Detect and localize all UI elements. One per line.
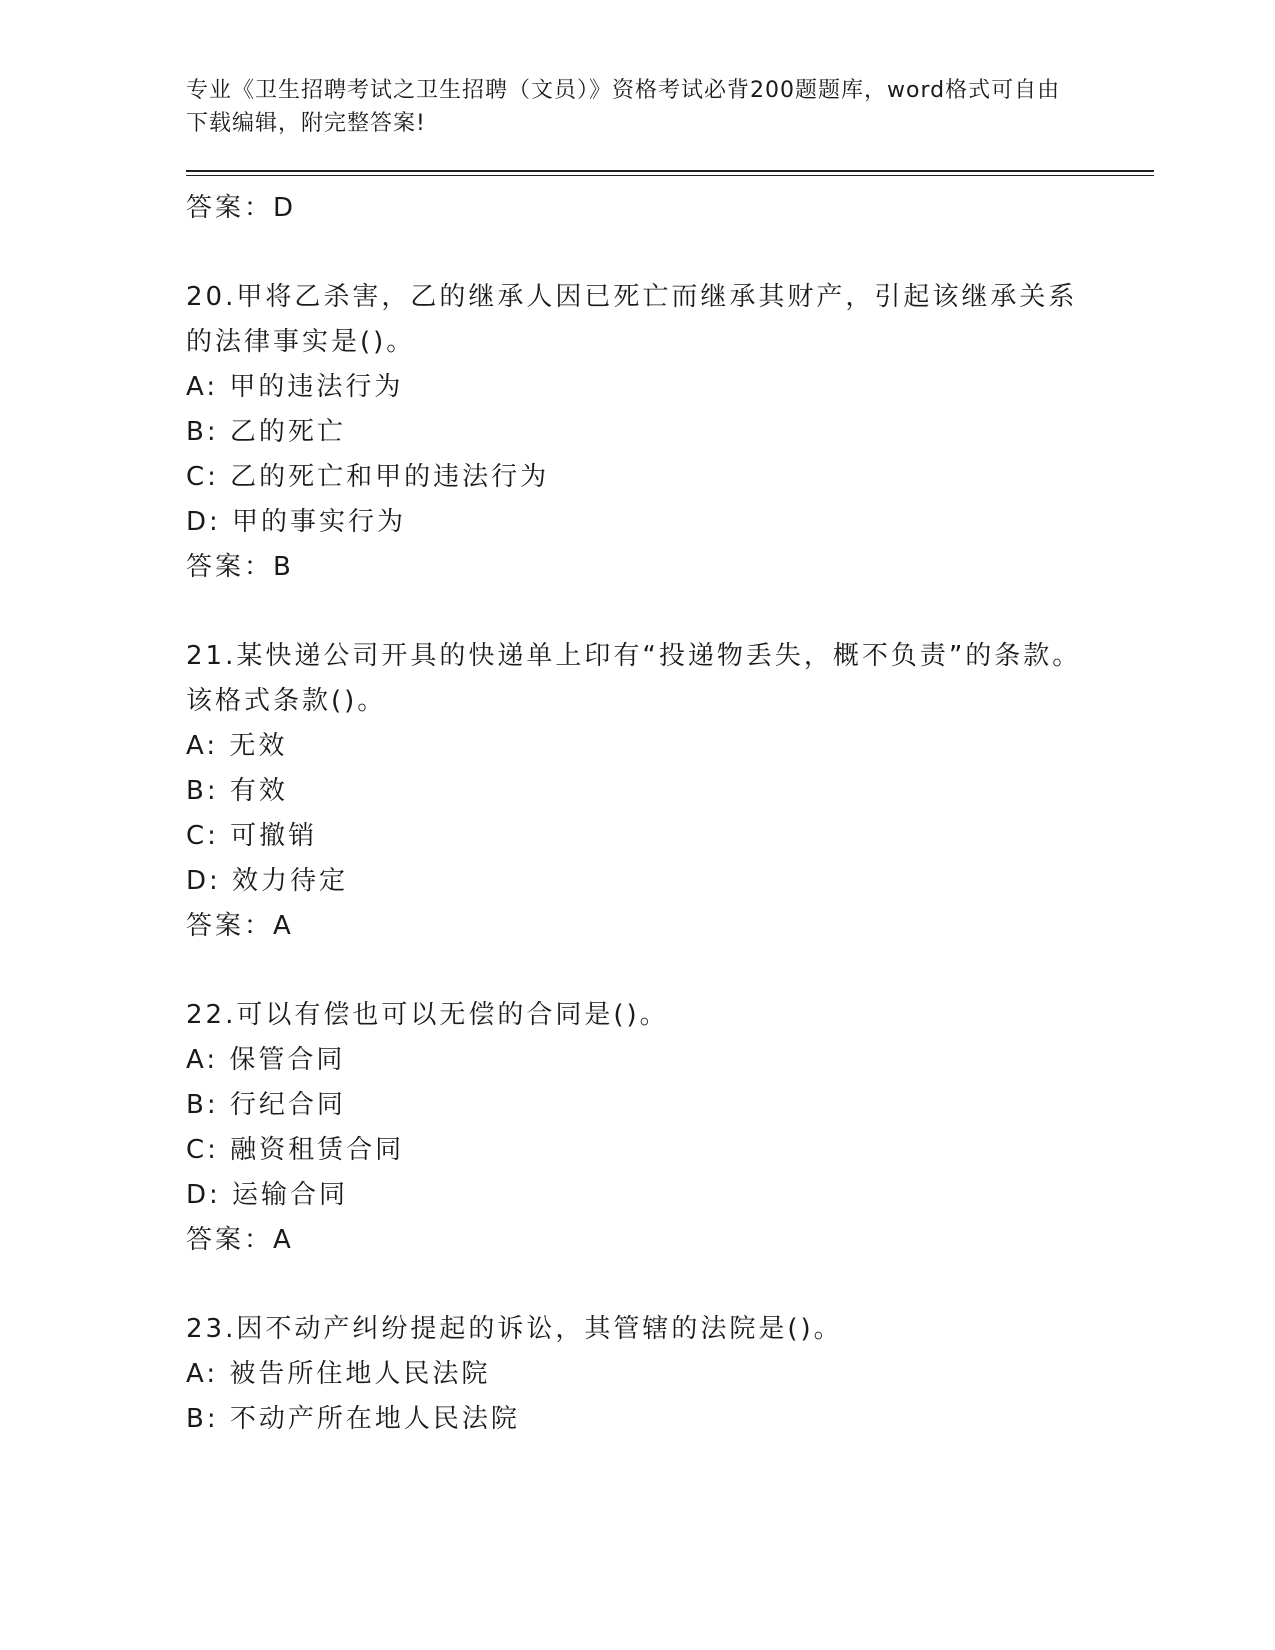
answer-line: 答案：D [186,193,297,223]
option-a: A: 保管合同 [186,1045,346,1075]
question-20 [186,275,1166,590]
option-b: B: 不动产所在地人民法院 [186,1404,520,1434]
answer-line: 答案：B [186,552,294,582]
question-21 [186,634,1166,949]
question-22 [186,993,1166,1263]
option-a: A: 甲的违法行为 [186,372,404,402]
question-stem: 21.某快递公司开具的快递单上印有“投递物丢失，概不负责”的条款。该格式条款()。 [186,641,1082,716]
option-d: D: 甲的事实行为 [186,507,407,537]
question-stem: 22.可以有偿也可以无偿的合同是()。 [186,1000,669,1030]
option-c: C: 可撤销 [186,821,318,851]
question-23 [186,1307,1166,1442]
option-d: D: 运输合同 [186,1180,349,1210]
option-b: B: 行纪合同 [186,1090,346,1120]
option-a: A: 无效 [186,731,288,761]
question-stem: 23.因不动产纠纷提起的诉讼，其管辖的法院是()。 [186,1314,843,1344]
option-b: B: 有效 [186,776,288,806]
option-b: B: 乙的死亡 [186,417,346,447]
option-c: C: 融资租赁合同 [186,1135,405,1165]
header-divider [186,170,1154,176]
header-title: 专业《卫生招聘考试之卫生招聘（文员）》资格考试必背200题题库，word格式可自由下载编辑，附完整答案! [186,78,1061,136]
document-page [186,0,1166,1442]
answer-line: 答案：A [186,1225,294,1255]
option-c: C: 乙的死亡和甲的违法行为 [186,462,550,492]
answer-line: 答案：A [186,911,294,941]
option-a: A: 被告所住地人民法院 [186,1359,491,1389]
option-d: D: 效力待定 [186,866,349,896]
page-header [186,74,1066,140]
question-stem: 20.甲将乙杀害，乙的继承人因已死亡而继承其财产，引起该继承关系的法律事实是()。 [186,282,1078,357]
